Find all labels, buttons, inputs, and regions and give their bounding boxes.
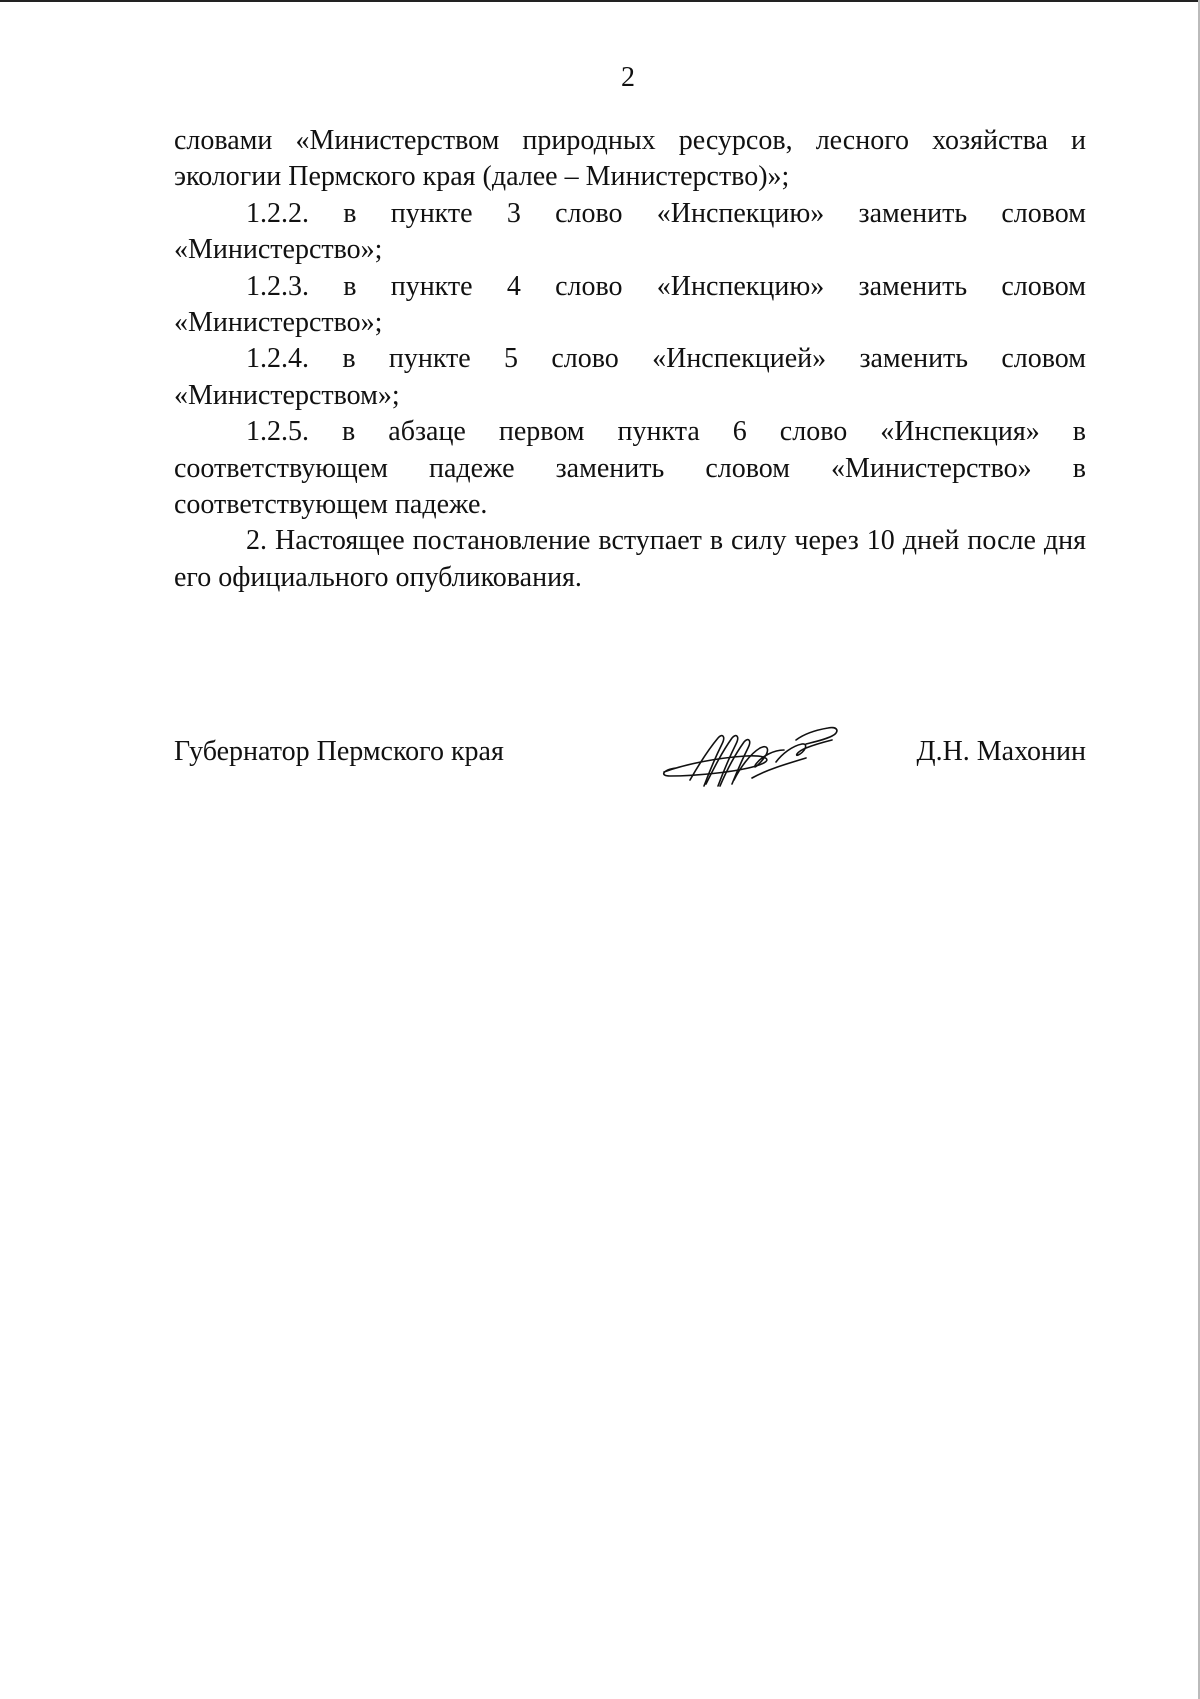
paragraph-continuation: словами «Министерством природных ресурсов, лесного хозяйства и экологии Пермского края (далее – Министерство)»; xyxy=(174,125,1086,193)
document-body xyxy=(174,123,1086,596)
paragraph-item-1-2-3: 1.2.3. в пункте 4 слово «Инспекцию» заменить словом «Министерство»; xyxy=(174,270,1086,339)
paragraph-item-2: 2. Настоящее постановление вступает в силу через 10 дней после дня его официального опубликования. xyxy=(174,525,1086,593)
paragraph-item-1-2-4: 1.2.4. в пункте 5 слово «Инспекцией» заменить словом «Министерством»; xyxy=(174,343,1086,411)
paragraph-item-1-2-2: 1.2.2. в пункте 3 слово «Инспекцию» заменить словом «Министерство»; xyxy=(174,197,1086,266)
signatory-title: Губернатор Пермского края xyxy=(174,736,504,767)
scan-edge-top xyxy=(0,0,1200,2)
signature-block xyxy=(174,732,1086,792)
signatory-name: Д.Н. Махонин xyxy=(916,736,1086,767)
handwritten-signature-icon xyxy=(656,720,846,794)
paragraph-item-1-2-5: 1.2.5. в абзаце первом пункта 6 слово «Инспекция» в соответствующем падеже заменить словом «Министерство» в соответствующем падеже. xyxy=(174,416,1086,521)
page-number: 2 xyxy=(621,62,635,93)
